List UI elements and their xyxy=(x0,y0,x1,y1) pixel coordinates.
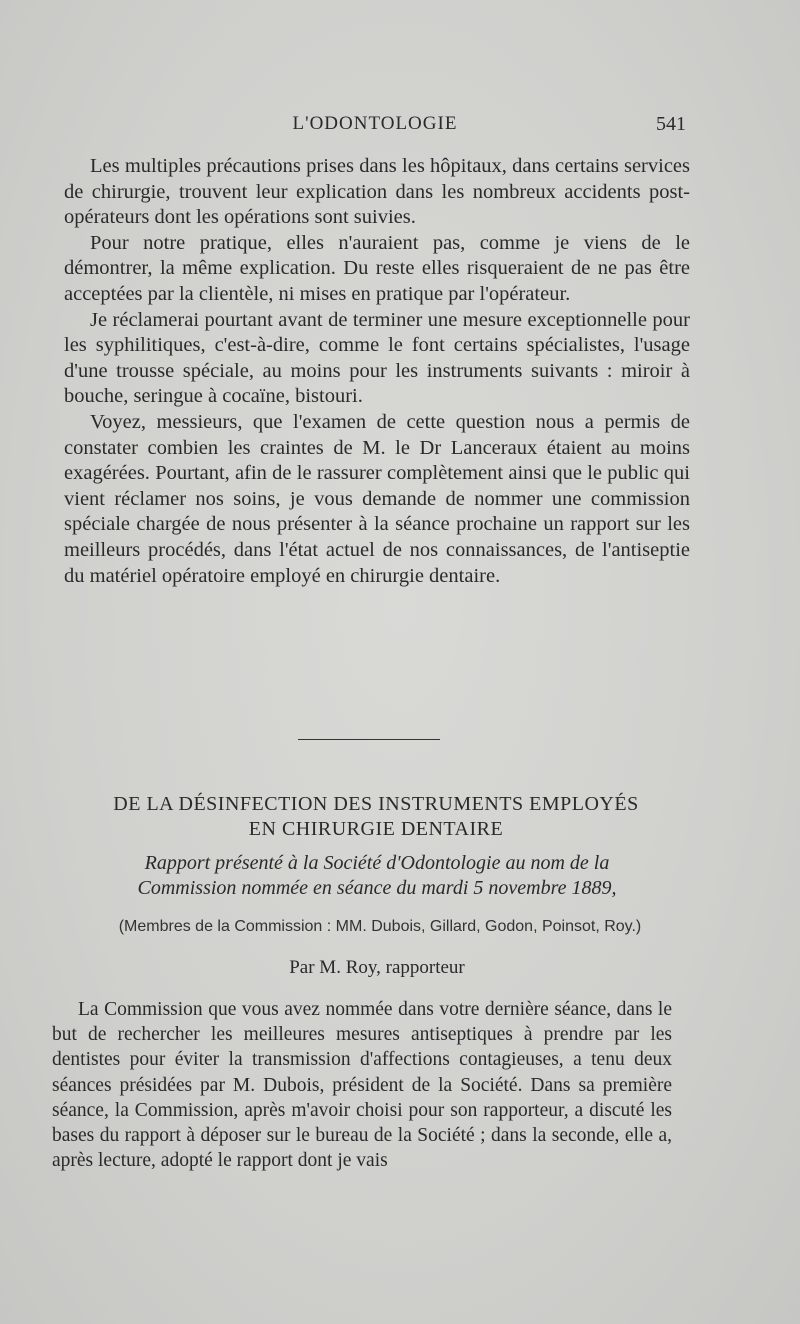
subtitle-line: Commission nommée en séance du mardi 5 novembre 1889, xyxy=(137,877,617,899)
section-title-line: EN CHIRURGIE DENTAIRE xyxy=(248,818,504,840)
page-number: 541 xyxy=(656,113,686,135)
report-text xyxy=(52,997,672,1173)
body-text xyxy=(64,154,690,589)
paragraph: Voyez, messieurs, que l'examen de cette question nous a permis de constater combien les craintes de M. le Dr Lanceraux étaient au moins exagérées. Pourtant, afin de le rassurer complètement ainsi que le public qui vient réclamer nos soins, je vous demande de nommer une commission spéciale chargée de nous présenter à la séance prochaine un rapport sur les meilleurs procédés, dans l'état actuel de nos connaissances, de l'antiseptie du matériel opératoire employé en chirurgie dentaire. xyxy=(64,410,690,587)
section-title xyxy=(60,792,692,842)
paragraph: Je réclamerai pourtant avant de terminer une mesure exceptionnelle pour les syphilitiques, c'est-à-dire, comme le font certains spécialistes, l'usage d'une trousse spéciale, au moins pour les instruments suivants : miroir à bouche, seringue à cocaïne, bistouri. xyxy=(64,308,690,408)
paragraph: Les multiples précautions prises dans les hôpitaux, dans certains services de chirurgie, trouvent leur explication dans les nombreux accidents post-opérateurs dont les opérations sont suivies. xyxy=(64,155,690,229)
running-title: L'ODONTOLOGIE xyxy=(292,113,458,134)
running-head xyxy=(64,113,686,139)
section-divider xyxy=(298,739,440,740)
subtitle-line: Rapport présenté à la Société d'Odontologie au nom de la xyxy=(144,852,610,874)
paragraph: La Commission que vous avez nommée dans votre dernière séance, dans le but de rechercher les meilleures mesures antiseptiques à prendre par les dentistes pour éviter la transmission d'affections contagieuses, a tenu deux séances présidées par M. Dubois, président de la Société. Dans sa première séance, la Commission, après m'avoir choisi pour son rapporteur, a discuté les bases du rapport à déposer sur le bureau de la Société ; dans la seconde, elle a, après lecture, adopté le rapport dont je vais xyxy=(52,999,672,1172)
report-subtitle xyxy=(64,851,690,901)
section-title-line: DE LA DÉSINFECTION DES INSTRUMENTS EMPLOYÉS xyxy=(113,793,639,815)
paragraph: Pour notre pratique, elles n'auraient pas, comme je viens de le démontrer, la même explication. Du reste elles risqueraient de ne pas être acceptées par la clientèle, ni mises en pratique par l'opérateur. xyxy=(64,231,690,305)
commission-members: (Membres de la Commission : MM. Dubois, Gillard, Godon, Poinsot, Roy.) xyxy=(118,918,642,935)
report-author: Par M. Roy, rapporteur xyxy=(289,957,465,978)
